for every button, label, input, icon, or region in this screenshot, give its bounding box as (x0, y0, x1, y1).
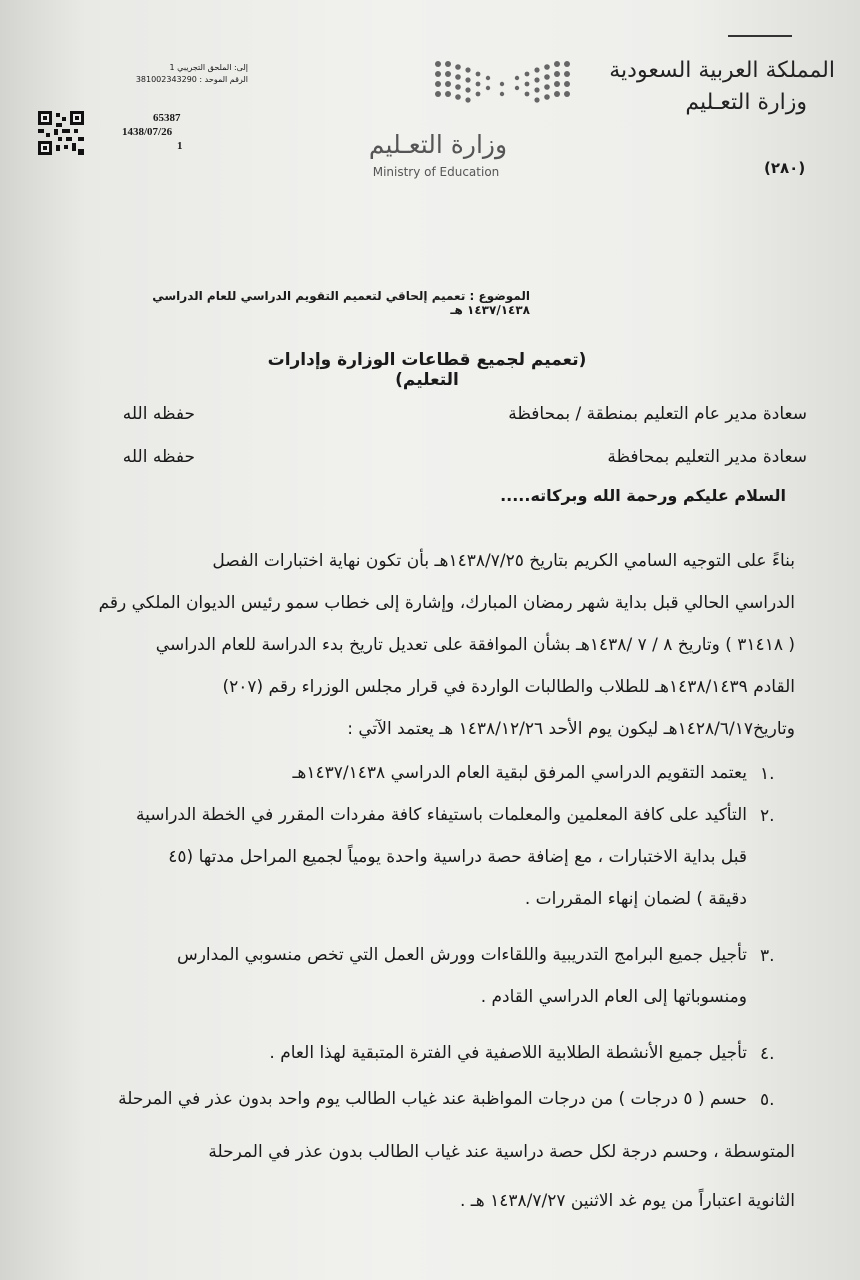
honorific-1: حفظه الله (122, 404, 195, 424)
reference-number: 65387 (153, 112, 181, 124)
item-number: ٥. (760, 1090, 775, 1110)
intro-line: القادم ١٤٣٨/١٤٣٩هـ للطلاب والطالبات الواردة في قرار مجلس الوزراء رقم (٢٠٧) (222, 677, 795, 697)
addressee-1: سعادة مدير عام التعليم بمنطقة / بمحافظة (508, 404, 807, 424)
guidance-number: الرقم الموحد : 381002343290 (135, 75, 248, 84)
item-line: المتوسطة ، وحسم درجة لكل حصة دراسية عند غياب الطالب بدون عذر في المرحلة (208, 1142, 795, 1162)
reference-copy: 1 (177, 140, 183, 152)
item-1-text: يعتمد التقويم الدراسي المرفق لبقية العام الدراسي ١٤٣٧/١٤٣٨هـ (292, 763, 747, 783)
item-number: ٢. (760, 806, 775, 826)
ministry-logo-icon (430, 58, 575, 106)
reference-block (122, 111, 202, 153)
logo-arabic-text: وزارة التعـليم (368, 130, 508, 159)
attachment-label: إلى: الملحق التجريبي 1 (169, 63, 248, 72)
item-number: ٣. (760, 946, 775, 966)
intro-paragraph (40, 540, 795, 708)
circular-heading: (تعميم لجميع قطاعات الوزارة وإدارات التعليم) (267, 350, 587, 390)
item-line: ومنسوباتها إلى العام الدراسي القادم . (480, 987, 747, 1007)
item-3-text: تأجيل جميع البرامج التدريبية واللقاءات وورش العمل التي تخص منسوبي المدارس (176, 945, 747, 965)
header-rule (728, 35, 792, 37)
attachment-info (133, 62, 248, 86)
item-2-text (30, 794, 747, 878)
honorific-2: حفظه الله (122, 447, 195, 467)
intro-line: وتاريخ١٤٢٨/٦/١٧هـ ليكون يوم الأحد ١٤٣٨/١٢/٢٦ هـ يعتمد الآتي : (347, 719, 795, 739)
ministry-name: وزارة التعـليم (685, 90, 807, 115)
reference-date: 1438/07/26 (122, 126, 173, 138)
kingdom-name: المملكة العربية السعودية (609, 58, 835, 83)
logo-english-text: Ministry of Education (372, 165, 500, 179)
item-line: دقيقة ) لضمان إنهاء المقررات . (524, 889, 747, 909)
item-line: قبل بداية الاختبارات ، مع إضافة حصة دراسية واحدة يومياً لجميع المراحل مدتها (٤٥ (168, 847, 747, 867)
item-number: ١. (760, 764, 775, 784)
item-line: التأكيد على كافة المعلمين والمعلمات باستيفاء كافة مفردات المقرر في الخطة الدراسية (136, 805, 747, 825)
item-5-text: حسم ( ٥ درجات ) من درجات المواظبة عند غياب الطالب يوم واحد بدون عذر في المرحلة (118, 1089, 747, 1109)
intro-line: الدراسي الحالي قبل بداية شهر رمضان المبارك، وإشارة إلى خطاب سمو رئيس الديوان الملكي رقم (98, 593, 795, 613)
item-number: ٤. (760, 1044, 775, 1064)
greeting: السلام عليكم ورحمة الله وبركاته..... (500, 486, 786, 505)
intro-line: بناءً على التوجيه السامي الكريم بتاريخ ١٤٣٨/٧/٢٥هـ بأن تكون نهاية اختبارات الفصل (212, 551, 795, 571)
document-number: (٢٨٠) (764, 159, 806, 177)
subject-line: الموضوع : تعميم إلحاقي لتعميم التقويم الدراسي للعام الدراسي ١٤٣٧/١٤٣٨ هـ (152, 289, 530, 317)
addressee-2: سعادة مدير التعليم بمحافظة (607, 447, 807, 467)
qr-code-icon (38, 111, 84, 155)
item-line: الثانوية اعتباراً من يوم غد الاثنين ١٤٣٨/٧/٢٧ هـ . (459, 1191, 795, 1211)
intro-line: ( ٣١٤١٨ ) وتاريخ ٨ / ٧ /١٤٣٨هـ بشأن الموافقة على تعديل تاريخ بدء الدراسة للعام الدراسي (155, 635, 795, 655)
item-4-text: تأجيل جميع الأنشطة الطلابية اللاصفية في الفترة المتبقية لهذا العام . (269, 1043, 747, 1063)
